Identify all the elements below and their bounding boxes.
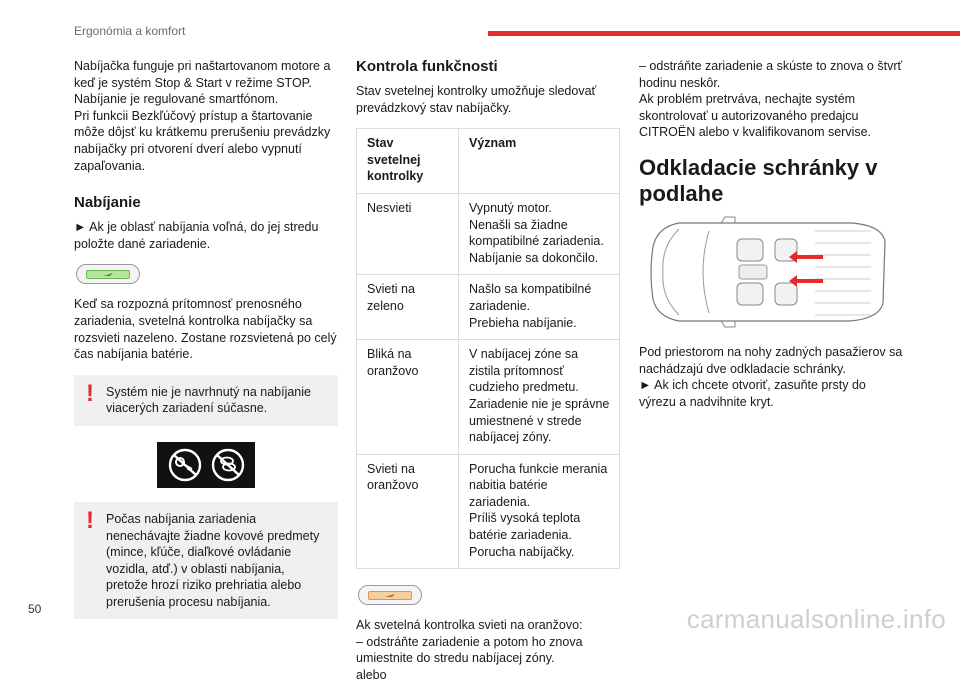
chapter-title: Ergonómia a komfort <box>74 24 186 38</box>
table-cell-state: Svieti na oranžovo <box>357 454 459 569</box>
warning-text: Systém nie je navrhnutý na nabíjanie viacerých zariadení súčasne. <box>106 384 311 416</box>
table-header-row <box>357 129 620 194</box>
table-header-state: Stav svetelnej kontrolky <box>357 129 459 194</box>
warning-text: Počas nabíjania zariadenia nenechávajte žiadne kovové predmety (mince, kľúče, diaľkové ovládanie vozidla, atď.) v oblasti nabíjania, pretože hrozí riziko prehriatia alebo prerušenia procesu nabíjania. <box>106 511 320 609</box>
header-accent-bar <box>488 31 960 36</box>
car-top-view-icon <box>639 217 887 327</box>
warning-icon: ! <box>86 506 94 534</box>
intro-line-2: Nabíjanie je regulované smartfónom. <box>74 92 279 107</box>
orange-lamp-instructions: Ak svetelná kontrolka svieti na oranžovo: – odstráňte zariadenie a potom ho znova umiestnite do stredu nabíjacej zóny. alebo <box>356 618 583 683</box>
column-1 <box>74 58 338 619</box>
table-cell-meaning: Porucha funkcie merania nabitia batérie zariadenia. Príliš vysoká teplota batérie zariadenia. Porucha nabíjačky. <box>459 454 620 569</box>
detection-text: Keď sa rozpozná prítomnosť prenosného zariadenia, svetelná kontrolka nabíjačky sa rozsvieti nazeleno. Zostane rozsvietená po celý čas nabíjania batérie. <box>74 297 337 362</box>
no-metal-objects-symbols <box>157 442 255 488</box>
intro-line-3: Pri funkcii Bezkľúčový prístup a štartovanie môže dôjsť ku krátkemu prerušeniu prevádzky nabíjačky pri otvorení dverí alebo vypnutí zapaľovania. <box>74 108 331 173</box>
table-header-meaning: Význam <box>459 129 620 194</box>
floor-storage-description: Pod priestorom na nohy zadných pasažierov sa nachádzajú dve odkladacie schránky. ► Ak ich chcete otvoriť, zasuňte prsty do výrezu a nadvihnite kryt. <box>639 344 903 409</box>
intro-line-1: Nabíjačka funguje pri naštartovanom motore a keď je systém Stop & Start v režime STOP. <box>74 59 331 90</box>
watermark: carmanualsonline.info <box>686 604 946 634</box>
table-cell-state: Svieti na zeleno <box>357 275 459 340</box>
charging-lamp-green-icon <box>76 264 140 284</box>
charging-step: ► Ak je oblasť nabíjania voľná, do jej stredu položte dané zariadenie. <box>74 220 319 251</box>
table-cell-meaning: Vypnutý motor. Nenašli sa žiadne kompatibilné zariadenia. Nabíjanie sa dokončilo. <box>459 193 620 274</box>
page-number: 50 <box>28 602 42 616</box>
column-3 <box>639 58 903 410</box>
charging-lamp-orange-icon <box>358 585 422 605</box>
section-heading-charging: Nabíjanie <box>74 194 141 212</box>
table-cell-state: Nesvieti <box>357 193 459 274</box>
table-row <box>357 193 620 274</box>
column-2 <box>356 58 620 684</box>
section-heading-floor-storage: Odkladacie schránky v podlahe <box>639 154 878 206</box>
section-heading-function-check: Kontrola funkčnosti <box>356 58 498 75</box>
warning-box-multiple-devices <box>74 375 338 426</box>
continued-instructions: – odstráňte zariadenie a skúste to znova o štvrť hodinu neskôr. Ak problém pretrváva, nechajte systém skontrolovať u autorizovaného predajcu CITROËN alebo v kvalifikovanom servise. <box>639 59 903 140</box>
table-cell-meaning: V nabíjacej zóne sa zistila prítomnosť cudzieho predmetu. Zariadenie nie je správne umiestnené v strede nabíjacej zóny. <box>459 340 620 455</box>
no-coin-icon <box>210 447 246 483</box>
table-row <box>357 275 620 340</box>
table-row <box>357 340 620 455</box>
table-row <box>357 454 620 569</box>
table-cell-state: Bliká na oranžovo <box>357 340 459 455</box>
lamp-status-table <box>356 128 620 569</box>
warning-box-metal-objects <box>74 502 338 620</box>
no-key-icon <box>167 447 203 483</box>
function-check-intro: Stav svetelnej kontrolky umožňuje sledovať prevádzkový stav nabíjačky. <box>356 84 597 115</box>
warning-icon: ! <box>86 379 94 407</box>
table-cell-meaning: Našlo sa kompatibilné zariadenie. Prebieha nabíjanie. <box>459 275 620 340</box>
